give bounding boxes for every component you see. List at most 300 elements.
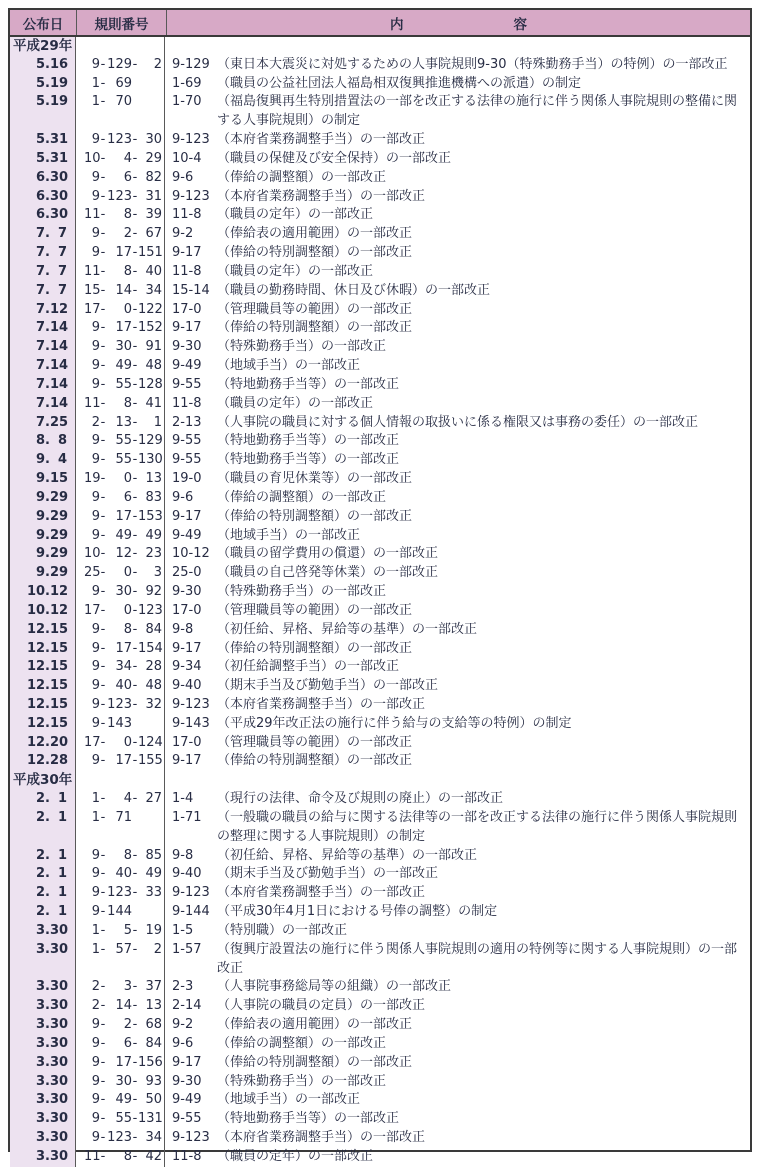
date-cell — [10, 150, 76, 169]
date-separator: . — [45, 1130, 50, 1146]
rule-dash-2: - — [132, 132, 138, 148]
date-day: 15 — [50, 696, 69, 712]
date-separator: . — [45, 263, 50, 279]
rule-description: （人事院の職員に対する個人情報の取扱いに係る権限又は事務の委任）の一部改正 — [217, 414, 699, 430]
date-month: 3 — [36, 998, 46, 1014]
rule-part-3: 19 — [145, 922, 162, 938]
rule-prefix: 2-3 — [172, 979, 194, 995]
rule-number-cell — [76, 790, 165, 809]
content-cell — [165, 263, 750, 282]
date-cell — [10, 809, 76, 847]
date-separator: . — [45, 1017, 50, 1033]
rule-description: （職員の定年）の一部改正 — [217, 395, 374, 411]
rule-number-cell — [76, 602, 165, 621]
rule-dash-2: - — [132, 1017, 138, 1033]
content-cell — [165, 37, 750, 56]
table-row — [10, 752, 750, 771]
rule-dash-2: - — [132, 320, 138, 336]
rule-part-1: 1 — [91, 941, 100, 957]
content-cell — [165, 150, 750, 169]
rule-part-3: 27 — [145, 791, 162, 807]
rule-prefix: 9-17 — [172, 245, 202, 261]
rule-part-2: 2 — [123, 1017, 132, 1033]
content-cell — [165, 997, 750, 1016]
date-cell — [10, 188, 76, 207]
rule-description: （期末手当及び勤勉手当）の一部改正 — [217, 866, 439, 882]
rule-prefix: 9-123 — [172, 885, 210, 901]
date-cell — [10, 583, 76, 602]
date-cell — [10, 1016, 76, 1035]
rule-number-cell — [76, 1054, 165, 1073]
date-separator: . — [45, 282, 50, 298]
rule-prefix: 9-40 — [172, 678, 202, 694]
rule-part-3: 32 — [145, 696, 162, 712]
rule-description: （俸給の特別調整額）の一部改正 — [217, 1054, 413, 1070]
rule-description: （本府省業務調整手当）の一部改正 — [217, 1130, 426, 1146]
rule-part-2: 40 — [115, 866, 132, 882]
date-day: 31 — [50, 132, 69, 148]
table-row — [10, 301, 750, 320]
date-day: 16 — [50, 56, 69, 72]
rule-description: （特殊勤務手当）の一部改正 — [217, 584, 387, 600]
date-separator: . — [45, 941, 50, 957]
rule-part-1: 2 — [91, 998, 100, 1014]
rule-part-1: 9 — [91, 226, 100, 242]
rule-part-3: 84 — [145, 621, 162, 637]
rule-part-1: 17 — [84, 301, 101, 317]
date-cell — [10, 319, 76, 338]
rule-description: （期末手当及び勤勉手当）の一部改正 — [217, 678, 439, 694]
rule-part-1: 10 — [84, 150, 101, 166]
date-day: 30 — [50, 922, 69, 938]
rule-description: （特殊勤務手当）の一部改正 — [217, 1073, 387, 1089]
date-day: 25 — [50, 414, 69, 430]
rule-part-2: 17 — [115, 753, 132, 769]
content-cell — [165, 677, 750, 696]
date-cell — [10, 1129, 76, 1148]
rule-part-3: 152 — [138, 320, 163, 336]
date-day: 30 — [50, 169, 69, 185]
rule-prefix: 9-6 — [172, 1035, 194, 1051]
table-row — [10, 451, 750, 470]
date-month: 2 — [36, 885, 46, 901]
date-month: 2 — [36, 809, 46, 825]
rule-dash-1: - — [100, 979, 106, 995]
rule-part-1: 9 — [91, 866, 100, 882]
content-cell — [165, 602, 750, 621]
rule-part-3: 93 — [145, 1073, 162, 1089]
rule-dash-2: - — [132, 678, 138, 694]
date-day: 1 — [57, 885, 67, 901]
date-cell — [10, 847, 76, 866]
rule-prefix: 9-123 — [172, 696, 210, 712]
date-separator: . — [45, 1054, 50, 1070]
rule-dash-2: - — [132, 1073, 138, 1089]
rule-part-3: 83 — [145, 489, 162, 505]
date-day: 20 — [50, 734, 69, 750]
date-month: 9 — [36, 471, 46, 487]
rule-part-1: 9 — [91, 1054, 100, 1070]
date-cell — [10, 752, 76, 771]
date-cell — [10, 884, 76, 903]
rule-prefix: 9-17 — [172, 1054, 202, 1070]
rule-dash-1: - — [100, 584, 106, 600]
rule-dash-1: - — [100, 433, 106, 449]
rule-description: （現行の法律、命令及び規則の廃止）の一部改正 — [217, 791, 504, 807]
rule-prefix: 9-8 — [172, 847, 194, 863]
rule-description: （特別職）の一部改正 — [217, 922, 348, 938]
rule-part-3: 153 — [138, 508, 163, 524]
rule-description: （東日本大震災に対処するための人事院規則9-30（特殊勤務手当）の特例）の一部改正 — [217, 56, 728, 72]
rule-description: （本府省業務調整手当）の一部改正 — [217, 696, 426, 712]
date-cell — [10, 621, 76, 640]
year-row — [10, 37, 750, 56]
rule-part-2: 6 — [123, 169, 132, 185]
date-cell — [10, 640, 76, 659]
content-cell — [165, 169, 750, 188]
date-cell — [10, 376, 76, 395]
table-row — [10, 865, 750, 884]
rule-description: （職員の勤務時間、休日及び休暇）の一部改正 — [217, 282, 491, 298]
rule-dash-1: - — [100, 1130, 106, 1146]
date-cell — [10, 734, 76, 753]
date-day: 30 — [50, 1148, 69, 1164]
content-cell — [165, 715, 750, 734]
rule-dash-2: - — [132, 696, 138, 712]
table-row — [10, 997, 750, 1016]
date-separator: . — [45, 904, 50, 920]
rule-part-2: 4 — [123, 150, 132, 166]
date-separator: . — [45, 640, 50, 656]
date-separator: . — [45, 508, 50, 524]
date-separator: . — [45, 245, 50, 261]
content-cell — [165, 527, 750, 546]
content-cell — [165, 1016, 750, 1035]
date-day: 30 — [50, 1073, 69, 1089]
rule-dash-2: - — [132, 584, 138, 600]
table-row — [10, 978, 750, 997]
table-row — [10, 131, 750, 150]
rule-prefix: 1-57 — [172, 941, 202, 957]
content-cell — [165, 1148, 750, 1167]
table-row — [10, 677, 750, 696]
content-cell — [165, 357, 750, 376]
rule-part-2: 129 — [107, 56, 132, 72]
rule-part-2: 123 — [107, 696, 132, 712]
rule-dash-2: - — [132, 565, 138, 581]
rule-part-2: 123 — [107, 132, 132, 148]
rule-part-3: 42 — [145, 1148, 162, 1164]
rule-number-cell — [76, 451, 165, 470]
rule-number-cell — [76, 244, 165, 263]
date-cell — [10, 489, 76, 508]
rule-prefix: 19-0 — [172, 471, 202, 487]
content-cell — [165, 621, 750, 640]
rule-prefix: 9-17 — [172, 753, 202, 769]
date-day: 30 — [50, 207, 69, 223]
rule-dash-1: - — [100, 715, 106, 731]
date-separator: . — [45, 809, 50, 825]
rule-part-3: 68 — [145, 1017, 162, 1033]
rule-part-3: 30 — [145, 132, 162, 148]
date-month: 2 — [36, 791, 46, 807]
date-day: 30 — [50, 1092, 69, 1108]
rule-number-cell — [76, 715, 165, 734]
table-row — [10, 150, 750, 169]
date-day: 14 — [50, 339, 69, 355]
date-month: 3 — [36, 922, 46, 938]
rule-part-2: 123 — [107, 1130, 132, 1146]
rule-part-2: 6 — [123, 489, 132, 505]
rule-part-3: 41 — [145, 395, 162, 411]
rule-number-cell — [76, 1016, 165, 1035]
date-separator: . — [45, 489, 50, 505]
content-cell — [165, 470, 750, 489]
table-row — [10, 263, 750, 282]
rule-part-2: 3 — [123, 979, 132, 995]
rule-part-2: 5 — [123, 922, 132, 938]
rule-number-cell — [76, 470, 165, 489]
table-row — [10, 903, 750, 922]
table-row — [10, 244, 750, 263]
date-separator: . — [45, 132, 50, 148]
date-separator: . — [45, 696, 50, 712]
header-date-label: 公布日 — [22, 16, 64, 33]
rule-dash-2: - — [132, 1054, 138, 1070]
date-day: 12 — [50, 301, 69, 317]
date-cell — [10, 75, 76, 94]
rule-dash-1: - — [100, 207, 106, 223]
rule-part-1: 9 — [91, 621, 100, 637]
date-separator: . — [45, 414, 50, 430]
rule-dash-2: - — [132, 922, 138, 938]
table-row — [10, 282, 750, 301]
date-separator: . — [45, 565, 50, 581]
rule-part-3: 23 — [145, 546, 162, 562]
rule-dash-1: - — [100, 395, 106, 411]
rule-prefix: 9-143 — [172, 715, 210, 731]
date-cell — [10, 527, 76, 546]
rule-dash-1: - — [100, 659, 106, 675]
date-day: 8 — [57, 433, 67, 449]
date-day: 30 — [50, 188, 69, 204]
date-month: 9 — [36, 527, 46, 543]
rule-number-cell — [76, 395, 165, 414]
rule-description: （地域手当）の一部改正 — [217, 1092, 361, 1108]
date-separator: . — [45, 885, 50, 901]
date-day: 30 — [50, 1130, 69, 1146]
rule-dash-2: - — [132, 414, 138, 430]
content-cell — [165, 338, 750, 357]
rule-part-1: 1 — [91, 791, 100, 807]
rule-description: （職員の定年）の一部改正 — [217, 263, 374, 279]
rule-part-2: 55 — [115, 1111, 132, 1127]
date-cell — [10, 903, 76, 922]
date-separator: . — [45, 226, 50, 242]
rule-dash-2: - — [132, 1130, 138, 1146]
rule-part-3: 91 — [145, 339, 162, 355]
date-day: 30 — [50, 1035, 69, 1051]
date-cell — [10, 1148, 76, 1167]
date-separator: . — [45, 659, 50, 675]
table-row — [10, 169, 750, 188]
rule-dash-2: - — [132, 546, 138, 562]
table-row — [10, 1016, 750, 1035]
rule-dash-2: - — [132, 885, 138, 901]
rule-dash-1: - — [100, 471, 106, 487]
rule-prefix: 9-49 — [172, 358, 202, 374]
date-separator: . — [45, 866, 50, 882]
rule-part-2: 8 — [123, 847, 132, 863]
date-separator: . — [45, 1073, 50, 1089]
rule-prefix: 11-8 — [172, 395, 202, 411]
rule-prefix: 11-8 — [172, 263, 202, 279]
rule-dash-1: - — [100, 922, 106, 938]
header-date — [10, 10, 77, 35]
rule-part-2: 13 — [115, 414, 132, 430]
rule-number-cell — [76, 376, 165, 395]
date-month: 12 — [26, 678, 46, 694]
content-cell — [165, 809, 750, 847]
date-cell — [10, 282, 76, 301]
rule-part-3: 34 — [145, 1130, 162, 1146]
rule-description: （地域手当）の一部改正 — [217, 358, 361, 374]
date-month: 9 — [36, 546, 46, 562]
date-day: 29 — [50, 527, 69, 543]
rule-description: （初任給、昇格、昇給等の基準）の一部改正 — [217, 621, 478, 637]
rule-part-2: 0 — [123, 734, 132, 750]
date-cell — [10, 696, 76, 715]
table-row — [10, 414, 750, 433]
rule-dash-1: - — [100, 94, 106, 110]
rule-description: （管理職員等の範囲）の一部改正 — [217, 301, 413, 317]
rule-dash-2: - — [132, 1092, 138, 1108]
rule-part-1: 9 — [91, 1092, 100, 1108]
date-month: 5 — [36, 94, 46, 110]
content-cell — [165, 847, 750, 866]
rule-dash-2: - — [132, 508, 138, 524]
rule-part-1: 9 — [91, 715, 100, 731]
rule-description: （俸給表の適用範囲）の一部改正 — [217, 1017, 413, 1033]
rule-dash-1: - — [100, 282, 106, 298]
content-cell — [165, 884, 750, 903]
table-row — [10, 1073, 750, 1092]
rule-number-cell — [76, 489, 165, 508]
date-day: 15 — [50, 715, 69, 731]
rule-number-cell — [76, 564, 165, 583]
date-separator: . — [45, 301, 50, 317]
rule-description: （職員の公益社団法人福島相双復興推進機構への派遣）の制定 — [217, 75, 582, 91]
date-separator: . — [45, 339, 50, 355]
date-separator: . — [45, 847, 50, 863]
content-cell — [165, 941, 750, 979]
content-cell — [165, 790, 750, 809]
rule-number-cell — [76, 75, 165, 94]
rule-dash-1: - — [100, 376, 106, 392]
rule-dash-2: - — [132, 640, 138, 656]
content-cell — [165, 903, 750, 922]
rule-dash-1: - — [100, 527, 106, 543]
table-row — [10, 319, 750, 338]
rule-dash-1: - — [100, 245, 106, 261]
rule-dash-2: - — [132, 734, 138, 750]
rule-prefix: 1-4 — [172, 791, 194, 807]
content-cell — [165, 244, 750, 263]
rule-dash-1: - — [100, 1073, 106, 1089]
date-separator: . — [45, 527, 50, 543]
date-month: 9 — [36, 452, 46, 468]
rule-prefix: 11-8 — [172, 1148, 202, 1164]
rule-part-1: 9 — [91, 169, 100, 185]
table-row — [10, 225, 750, 244]
rule-part-2: 17 — [115, 508, 132, 524]
rule-dash-2: - — [132, 659, 138, 675]
content-cell — [165, 282, 750, 301]
content-cell — [165, 489, 750, 508]
date-month: 9 — [36, 489, 46, 505]
header-rule-number-label: 規則番号 — [94, 16, 149, 33]
rule-dash-2: - — [132, 226, 138, 242]
table-row — [10, 564, 750, 583]
rule-part-3: 84 — [145, 1035, 162, 1051]
rule-part-2: 143 — [107, 715, 132, 731]
table-row — [10, 715, 750, 734]
date-month: 6 — [36, 169, 46, 185]
rule-number-cell — [76, 771, 165, 790]
rule-description: （特地勤務手当等）の一部改正 — [217, 376, 400, 392]
content-cell — [165, 1129, 750, 1148]
content-cell — [165, 451, 750, 470]
rule-description: （特地勤務手当等）の一部改正 — [217, 452, 400, 468]
rule-description: （福島復興再生特別措置法の一部を改正する法律の施行に伴う関係人事院規則の整備に関する人事院規則）の制定 — [217, 94, 738, 129]
date-separator: . — [45, 584, 50, 600]
content-cell — [165, 545, 750, 564]
rule-part-3: 33 — [145, 885, 162, 901]
rule-part-1: 9 — [91, 1073, 100, 1089]
date-separator: . — [45, 1092, 50, 1108]
rule-part-3: 129 — [138, 433, 163, 449]
rule-description: （一般職の職員の給与に関する法律等の一部を改正する法律の施行に伴う関係人事院規則の整理に関する人事院規則）の制定 — [217, 809, 738, 844]
date-cell — [10, 301, 76, 320]
rule-prefix: 1-69 — [172, 75, 202, 91]
table-row — [10, 188, 750, 207]
rule-prefix: 9-30 — [172, 1073, 202, 1089]
date-separator: . — [45, 753, 50, 769]
rule-part-3: 13 — [145, 471, 162, 487]
rule-number-cell — [76, 338, 165, 357]
rule-number-cell — [76, 188, 165, 207]
date-separator: . — [45, 979, 50, 995]
date-day: 15 — [50, 640, 69, 656]
rule-part-3: 28 — [145, 659, 162, 675]
date-separator: . — [45, 678, 50, 694]
rule-description: （人事院事務総局等の組織）の一部改正 — [217, 979, 452, 995]
year-label-cell — [10, 37, 76, 56]
rule-dash-2: - — [132, 847, 138, 863]
rule-description: （職員の定年）の一部改正 — [217, 1148, 374, 1164]
rule-number-cell — [76, 263, 165, 282]
content-cell — [165, 508, 750, 527]
rule-dash-1: - — [100, 998, 106, 1014]
date-month: 7 — [36, 301, 46, 317]
date-month: 3 — [36, 1035, 46, 1051]
date-cell — [10, 1091, 76, 1110]
rule-part-1: 9 — [91, 320, 100, 336]
rule-part-2: 0 — [123, 602, 132, 618]
rule-part-3: 82 — [145, 169, 162, 185]
date-day: 1 — [57, 847, 67, 863]
rule-description: （職員の自己啓発等休業）の一部改正 — [217, 565, 439, 581]
